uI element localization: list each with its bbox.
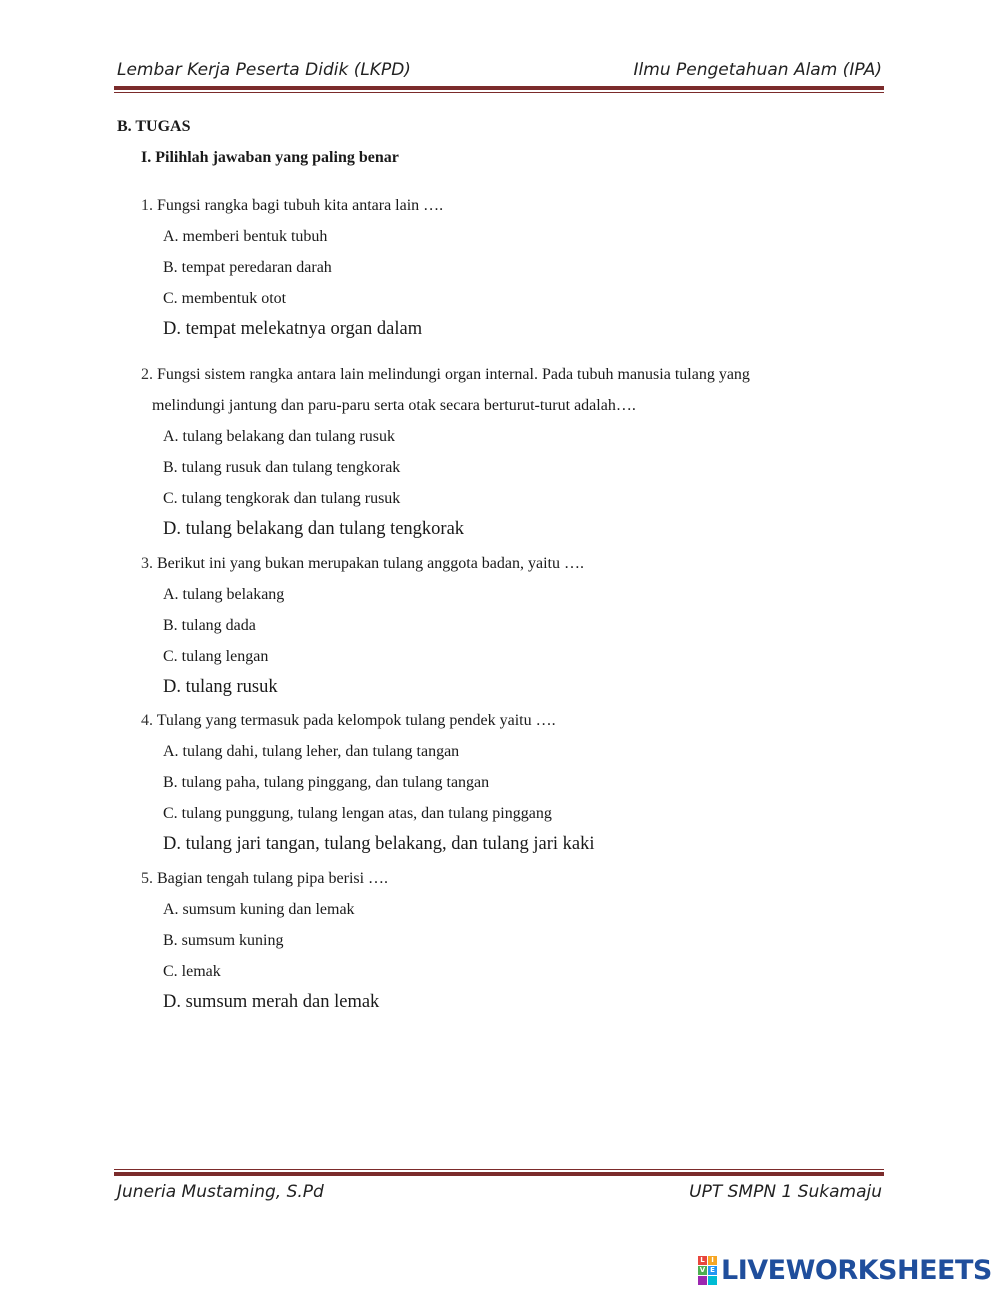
question-text: Bagian tengah tulang pipa berisi …. <box>157 870 389 887</box>
question-5 <box>141 863 881 1018</box>
question-number: 4. <box>141 712 153 729</box>
question-2 <box>141 359 881 545</box>
option-c[interactable]: C. tulang lengan <box>163 648 269 665</box>
option-c[interactable]: C. membentuk otot <box>163 290 287 307</box>
option-list <box>141 736 881 860</box>
option-list <box>141 421 881 545</box>
option-d[interactable]: D. tempat melekatnya organ dalam <box>163 319 423 339</box>
page-footer <box>117 1182 882 1202</box>
question-text: Fungsi sistem rangka antara lain melindungi organ internal. Pada tubuh manusia tulang yang <box>157 366 750 383</box>
question-stem <box>141 190 881 221</box>
footer-author: Juneria Mustaming, S.Pd <box>117 1182 324 1202</box>
option-d[interactable]: D. tulang rusuk <box>163 677 278 697</box>
option-a[interactable]: A. tulang belakang <box>163 586 285 603</box>
option-list <box>141 894 881 1018</box>
footer-rule <box>114 1169 884 1176</box>
question-number: 2. <box>141 366 153 383</box>
option-a[interactable]: A. tulang belakang dan tulang rusuk <box>163 428 395 445</box>
option-a[interactable]: A. tulang dahi, tulang leher, dan tulang tangan <box>163 743 460 760</box>
question-1 <box>141 190 881 345</box>
option-c[interactable]: C. lemak <box>163 963 221 980</box>
option-a[interactable]: A. sumsum kuning dan lemak <box>163 901 355 918</box>
question-stem <box>141 705 881 736</box>
logo-tile <box>708 1276 717 1285</box>
question-text: Fungsi rangka bagi tubuh kita antara lain …. <box>157 197 444 214</box>
option-b[interactable]: B. tempat peredaran darah <box>163 259 332 276</box>
question-text: Berikut ini yang bukan merupakan tulang anggota badan, yaitu …. <box>157 555 584 572</box>
page-header <box>117 60 882 80</box>
liveworksheets-brand[interactable] <box>698 1255 992 1286</box>
logo-tile <box>698 1276 707 1285</box>
option-list <box>141 579 881 703</box>
option-list <box>141 221 881 345</box>
footer-school: UPT SMPN 1 Sukamaju <box>689 1182 882 1202</box>
header-right-text: Ilmu Pengetahuan Alam (IPA) <box>633 60 882 80</box>
question-stem <box>141 359 881 390</box>
option-b[interactable]: B. tulang rusuk dan tulang tengkorak <box>163 459 401 476</box>
section-title: B. TUGAS <box>117 118 191 135</box>
question-number: 5. <box>141 870 153 887</box>
question-number: 3. <box>141 555 153 572</box>
option-d[interactable]: D. sumsum merah dan lemak <box>163 992 380 1012</box>
option-d[interactable]: D. tulang belakang dan tulang tengkorak <box>163 519 465 539</box>
question-4 <box>141 705 881 860</box>
liveworksheets-logo-icon <box>698 1256 717 1285</box>
logo-tile: V <box>699 1266 706 1274</box>
question-stem <box>141 548 881 579</box>
question-text: Tulang yang termasuk pada kelompok tulang pendek yaitu …. <box>156 712 556 729</box>
option-b[interactable]: B. tulang dada <box>163 617 256 634</box>
logo-tile: L <box>698 1256 707 1265</box>
logo-tile: I <box>708 1256 717 1265</box>
question-stem <box>141 863 881 894</box>
option-a[interactable]: A. memberi bentuk tubuh <box>163 228 328 245</box>
logo-tile: E <box>708 1266 717 1275</box>
brand-wordmark: LIVEWORKSHEETS <box>721 1255 992 1286</box>
option-b[interactable]: B. tulang paha, tulang pinggang, dan tulang tangan <box>163 774 490 791</box>
question-text-continued: melindungi jantung dan paru-paru serta otak secara berturut-turut adalah…. <box>152 397 636 414</box>
option-c[interactable]: C. tulang tengkorak dan tulang rusuk <box>163 490 401 507</box>
option-d[interactable]: D. tulang jari tangan, tulang belakang, dan tulang jari kaki <box>163 834 595 854</box>
question-3 <box>141 548 881 703</box>
question-number: 1. <box>141 197 153 214</box>
option-b[interactable]: B. sumsum kuning <box>163 932 284 949</box>
instruction-text: I. Pilihlah jawaban yang paling benar <box>141 149 399 166</box>
header-left-text: Lembar Kerja Peserta Didik (LKPD) <box>117 60 411 80</box>
option-c[interactable]: C. tulang punggung, tulang lengan atas, dan tulang pinggang <box>163 805 552 822</box>
header-rule <box>114 86 884 93</box>
